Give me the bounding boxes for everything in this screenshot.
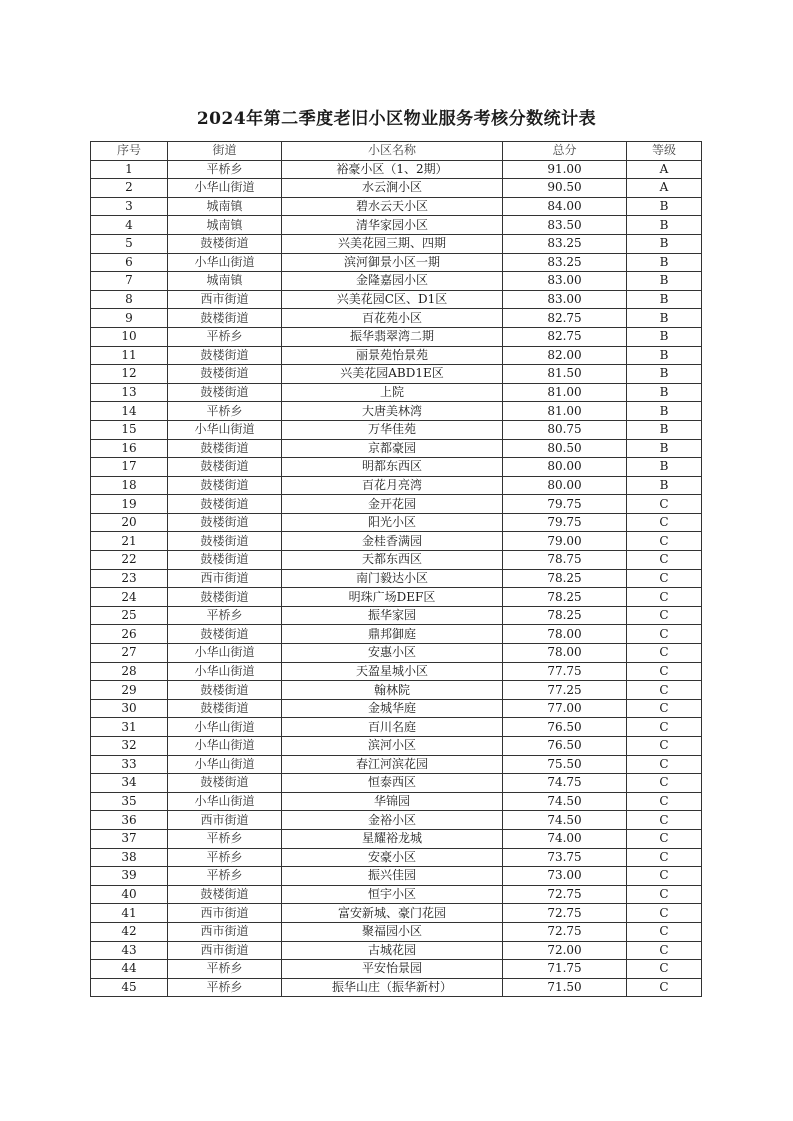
cell-no: 43 bbox=[91, 941, 168, 960]
cell-street: 小华山街道 bbox=[168, 420, 282, 439]
table-row bbox=[91, 402, 702, 421]
cell-name: 滨河御景小区一期 bbox=[282, 253, 503, 272]
cell-street: 城南镇 bbox=[168, 216, 282, 235]
cell-score: 72.00 bbox=[503, 941, 627, 960]
cell-score: 74.50 bbox=[503, 792, 627, 811]
cell-score: 78.25 bbox=[503, 588, 627, 607]
table-row bbox=[91, 216, 702, 235]
cell-no: 1 bbox=[91, 160, 168, 179]
cell-name: 振华山庄（振华新村） bbox=[282, 978, 503, 997]
cell-street: 小华山街道 bbox=[168, 718, 282, 737]
cell-score: 83.50 bbox=[503, 216, 627, 235]
cell-grade: C bbox=[627, 644, 702, 663]
cell-no: 4 bbox=[91, 216, 168, 235]
cell-name: 金城华庭 bbox=[282, 699, 503, 718]
cell-no: 40 bbox=[91, 885, 168, 904]
cell-score: 77.00 bbox=[503, 699, 627, 718]
cell-name: 百花苑小区 bbox=[282, 309, 503, 328]
cell-grade: C bbox=[627, 737, 702, 756]
cell-no: 37 bbox=[91, 829, 168, 848]
cell-street: 西市街道 bbox=[168, 904, 282, 923]
table-row bbox=[91, 532, 702, 551]
cell-grade: B bbox=[627, 458, 702, 477]
cell-name: 碧水云天小区 bbox=[282, 197, 503, 216]
cell-grade: B bbox=[627, 383, 702, 402]
table-row bbox=[91, 885, 702, 904]
cell-grade: B bbox=[627, 253, 702, 272]
cell-score: 80.00 bbox=[503, 476, 627, 495]
cell-street: 小华山街道 bbox=[168, 179, 282, 198]
cell-no: 38 bbox=[91, 848, 168, 867]
cell-grade: C bbox=[627, 867, 702, 886]
cell-score: 90.50 bbox=[503, 179, 627, 198]
cell-street: 鼓楼街道 bbox=[168, 885, 282, 904]
cell-grade: B bbox=[627, 439, 702, 458]
cell-street: 平桥乡 bbox=[168, 960, 282, 979]
cell-no: 31 bbox=[91, 718, 168, 737]
table-row bbox=[91, 904, 702, 923]
table-row bbox=[91, 420, 702, 439]
cell-name: 兴美花园三期、四期 bbox=[282, 234, 503, 253]
table-header-row bbox=[91, 142, 702, 161]
cell-no: 22 bbox=[91, 551, 168, 570]
table-row bbox=[91, 272, 702, 291]
cell-grade: C bbox=[627, 681, 702, 700]
table-row bbox=[91, 829, 702, 848]
cell-score: 82.00 bbox=[503, 346, 627, 365]
table-row bbox=[91, 569, 702, 588]
table-row bbox=[91, 458, 702, 477]
cell-no: 17 bbox=[91, 458, 168, 477]
cell-grade: C bbox=[627, 829, 702, 848]
cell-street: 鼓楼街道 bbox=[168, 532, 282, 551]
cell-no: 34 bbox=[91, 774, 168, 793]
cell-grade: C bbox=[627, 848, 702, 867]
cell-name: 星耀裕龙城 bbox=[282, 829, 503, 848]
cell-name: 富安新城、豪门花园 bbox=[282, 904, 503, 923]
cell-score: 72.75 bbox=[503, 885, 627, 904]
cell-score: 74.50 bbox=[503, 811, 627, 830]
cell-score: 78.75 bbox=[503, 551, 627, 570]
cell-street: 西市街道 bbox=[168, 569, 282, 588]
cell-no: 2 bbox=[91, 179, 168, 198]
cell-name: 金裕小区 bbox=[282, 811, 503, 830]
cell-grade: C bbox=[627, 792, 702, 811]
cell-no: 23 bbox=[91, 569, 168, 588]
cell-street: 小华山街道 bbox=[168, 644, 282, 663]
cell-no: 28 bbox=[91, 662, 168, 681]
header-street: 街道 bbox=[168, 142, 282, 161]
cell-no: 20 bbox=[91, 513, 168, 532]
cell-name: 恒泰西区 bbox=[282, 774, 503, 793]
cell-score: 91.00 bbox=[503, 160, 627, 179]
cell-no: 9 bbox=[91, 309, 168, 328]
cell-grade: C bbox=[627, 978, 702, 997]
cell-no: 39 bbox=[91, 867, 168, 886]
cell-name: 平安怡景园 bbox=[282, 960, 503, 979]
cell-name: 京都豪园 bbox=[282, 439, 503, 458]
table-row bbox=[91, 327, 702, 346]
cell-no: 18 bbox=[91, 476, 168, 495]
cell-no: 42 bbox=[91, 922, 168, 941]
cell-score: 74.00 bbox=[503, 829, 627, 848]
cell-score: 71.75 bbox=[503, 960, 627, 979]
cell-score: 79.75 bbox=[503, 495, 627, 514]
cell-street: 鼓楼街道 bbox=[168, 458, 282, 477]
cell-score: 83.25 bbox=[503, 234, 627, 253]
table-row bbox=[91, 606, 702, 625]
cell-no: 32 bbox=[91, 737, 168, 756]
table-row bbox=[91, 644, 702, 663]
cell-no: 6 bbox=[91, 253, 168, 272]
table-row bbox=[91, 234, 702, 253]
cell-street: 平桥乡 bbox=[168, 327, 282, 346]
cell-street: 鼓楼街道 bbox=[168, 588, 282, 607]
table-row bbox=[91, 160, 702, 179]
table-row bbox=[91, 476, 702, 495]
cell-no: 45 bbox=[91, 978, 168, 997]
table-row bbox=[91, 755, 702, 774]
cell-street: 西市街道 bbox=[168, 290, 282, 309]
cell-grade: C bbox=[627, 774, 702, 793]
cell-score: 74.75 bbox=[503, 774, 627, 793]
cell-no: 21 bbox=[91, 532, 168, 551]
cell-name: 明都东西区 bbox=[282, 458, 503, 477]
cell-name: 天盈星城小区 bbox=[282, 662, 503, 681]
cell-street: 鼓楼街道 bbox=[168, 495, 282, 514]
cell-grade: C bbox=[627, 569, 702, 588]
cell-name: 振华家园 bbox=[282, 606, 503, 625]
cell-no: 36 bbox=[91, 811, 168, 830]
cell-score: 80.50 bbox=[503, 439, 627, 458]
table-body bbox=[91, 160, 702, 997]
cell-grade: B bbox=[627, 216, 702, 235]
document-title: 2024年第二季度老旧小区物业服务考核分数统计表 bbox=[196, 109, 597, 129]
cell-no: 30 bbox=[91, 699, 168, 718]
cell-street: 鼓楼街道 bbox=[168, 309, 282, 328]
cell-name: 明珠广场DEF区 bbox=[282, 588, 503, 607]
cell-score: 77.25 bbox=[503, 681, 627, 700]
cell-name: 大唐美林湾 bbox=[282, 402, 503, 421]
cell-name: 清华家园小区 bbox=[282, 216, 503, 235]
cell-grade: C bbox=[627, 922, 702, 941]
cell-score: 78.00 bbox=[503, 625, 627, 644]
cell-street: 鼓楼街道 bbox=[168, 234, 282, 253]
cell-grade: B bbox=[627, 197, 702, 216]
cell-grade: B bbox=[627, 420, 702, 439]
header-no: 序号 bbox=[91, 142, 168, 161]
table-row bbox=[91, 346, 702, 365]
cell-no: 13 bbox=[91, 383, 168, 402]
cell-street: 西市街道 bbox=[168, 922, 282, 941]
cell-name: 水云涧小区 bbox=[282, 179, 503, 198]
cell-street: 鼓楼街道 bbox=[168, 681, 282, 700]
cell-name: 丽景苑怡景苑 bbox=[282, 346, 503, 365]
cell-grade: C bbox=[627, 755, 702, 774]
cell-street: 鼓楼街道 bbox=[168, 346, 282, 365]
cell-name: 百川名庭 bbox=[282, 718, 503, 737]
cell-grade: C bbox=[627, 662, 702, 681]
cell-street: 城南镇 bbox=[168, 272, 282, 291]
cell-street: 鼓楼街道 bbox=[168, 383, 282, 402]
table-row bbox=[91, 681, 702, 700]
cell-score: 73.00 bbox=[503, 867, 627, 886]
table-row bbox=[91, 365, 702, 384]
cell-name: 天都东西区 bbox=[282, 551, 503, 570]
cell-score: 72.75 bbox=[503, 922, 627, 941]
cell-grade: C bbox=[627, 904, 702, 923]
score-table bbox=[90, 141, 702, 997]
cell-score: 73.75 bbox=[503, 848, 627, 867]
cell-no: 10 bbox=[91, 327, 168, 346]
cell-grade: C bbox=[627, 532, 702, 551]
cell-name: 兴美花园ABD1E区 bbox=[282, 365, 503, 384]
cell-score: 80.75 bbox=[503, 420, 627, 439]
cell-street: 鼓楼街道 bbox=[168, 476, 282, 495]
cell-grade: B bbox=[627, 365, 702, 384]
cell-street: 鼓楼街道 bbox=[168, 551, 282, 570]
cell-grade: C bbox=[627, 941, 702, 960]
cell-no: 29 bbox=[91, 681, 168, 700]
cell-no: 25 bbox=[91, 606, 168, 625]
cell-grade: B bbox=[627, 272, 702, 291]
table-row bbox=[91, 792, 702, 811]
cell-street: 平桥乡 bbox=[168, 867, 282, 886]
cell-street: 平桥乡 bbox=[168, 848, 282, 867]
cell-no: 5 bbox=[91, 234, 168, 253]
cell-grade: C bbox=[627, 699, 702, 718]
cell-street: 鼓楼街道 bbox=[168, 365, 282, 384]
cell-grade: C bbox=[627, 513, 702, 532]
table-row bbox=[91, 718, 702, 737]
cell-grade: B bbox=[627, 327, 702, 346]
cell-no: 44 bbox=[91, 960, 168, 979]
cell-score: 83.25 bbox=[503, 253, 627, 272]
cell-score: 81.00 bbox=[503, 402, 627, 421]
cell-grade: C bbox=[627, 495, 702, 514]
table-row bbox=[91, 811, 702, 830]
table-row bbox=[91, 978, 702, 997]
cell-street: 西市街道 bbox=[168, 941, 282, 960]
cell-name: 振兴佳园 bbox=[282, 867, 503, 886]
cell-street: 城南镇 bbox=[168, 197, 282, 216]
cell-street: 鼓楼街道 bbox=[168, 774, 282, 793]
cell-name: 恒宇小区 bbox=[282, 885, 503, 904]
cell-street: 小华山街道 bbox=[168, 792, 282, 811]
cell-score: 83.00 bbox=[503, 290, 627, 309]
cell-name: 安豪小区 bbox=[282, 848, 503, 867]
cell-street: 鼓楼街道 bbox=[168, 699, 282, 718]
header-grade: 等级 bbox=[627, 142, 702, 161]
cell-street: 小华山街道 bbox=[168, 662, 282, 681]
table-row bbox=[91, 253, 702, 272]
cell-score: 76.50 bbox=[503, 737, 627, 756]
cell-street: 小华山街道 bbox=[168, 253, 282, 272]
cell-no: 33 bbox=[91, 755, 168, 774]
table-row bbox=[91, 848, 702, 867]
cell-score: 71.50 bbox=[503, 978, 627, 997]
cell-grade: C bbox=[627, 606, 702, 625]
cell-no: 12 bbox=[91, 365, 168, 384]
table-row bbox=[91, 662, 702, 681]
header-name: 小区名称 bbox=[282, 142, 503, 161]
cell-name: 南门毅达小区 bbox=[282, 569, 503, 588]
cell-score: 83.00 bbox=[503, 272, 627, 291]
cell-grade: C bbox=[627, 960, 702, 979]
cell-score: 77.75 bbox=[503, 662, 627, 681]
cell-score: 81.50 bbox=[503, 365, 627, 384]
cell-name: 翰林院 bbox=[282, 681, 503, 700]
cell-street: 小华山街道 bbox=[168, 737, 282, 756]
cell-grade: B bbox=[627, 234, 702, 253]
table-row bbox=[91, 197, 702, 216]
cell-no: 24 bbox=[91, 588, 168, 607]
cell-score: 78.00 bbox=[503, 644, 627, 663]
cell-grade: B bbox=[627, 309, 702, 328]
cell-name: 裕豪小区（1、2期） bbox=[282, 160, 503, 179]
cell-grade: B bbox=[627, 402, 702, 421]
table-row bbox=[91, 941, 702, 960]
cell-street: 平桥乡 bbox=[168, 160, 282, 179]
cell-street: 鼓楼街道 bbox=[168, 439, 282, 458]
cell-name: 古城花园 bbox=[282, 941, 503, 960]
cell-no: 26 bbox=[91, 625, 168, 644]
cell-grade: A bbox=[627, 160, 702, 179]
cell-name: 聚福园小区 bbox=[282, 922, 503, 941]
cell-score: 72.75 bbox=[503, 904, 627, 923]
cell-street: 小华山街道 bbox=[168, 755, 282, 774]
cell-name: 振华翡翠湾二期 bbox=[282, 327, 503, 346]
cell-no: 3 bbox=[91, 197, 168, 216]
table-row bbox=[91, 439, 702, 458]
cell-grade: C bbox=[627, 551, 702, 570]
cell-street: 鼓楼街道 bbox=[168, 513, 282, 532]
cell-name: 兴美花园C区、D1区 bbox=[282, 290, 503, 309]
cell-street: 鼓楼街道 bbox=[168, 625, 282, 644]
cell-grade: B bbox=[627, 346, 702, 365]
table-row bbox=[91, 290, 702, 309]
table-row bbox=[91, 495, 702, 514]
cell-name: 安惠小区 bbox=[282, 644, 503, 663]
cell-no: 11 bbox=[91, 346, 168, 365]
table-row bbox=[91, 922, 702, 941]
cell-score: 82.75 bbox=[503, 327, 627, 346]
table-row bbox=[91, 383, 702, 402]
table-row bbox=[91, 588, 702, 607]
cell-score: 79.75 bbox=[503, 513, 627, 532]
cell-name: 华锦园 bbox=[282, 792, 503, 811]
cell-grade: B bbox=[627, 290, 702, 309]
cell-name: 金开花园 bbox=[282, 495, 503, 514]
cell-grade: C bbox=[627, 718, 702, 737]
cell-street: 平桥乡 bbox=[168, 829, 282, 848]
cell-score: 80.00 bbox=[503, 458, 627, 477]
cell-score: 76.50 bbox=[503, 718, 627, 737]
cell-no: 8 bbox=[91, 290, 168, 309]
cell-score: 82.75 bbox=[503, 309, 627, 328]
cell-street: 西市街道 bbox=[168, 811, 282, 830]
cell-name: 金桂香满园 bbox=[282, 532, 503, 551]
cell-grade: A bbox=[627, 179, 702, 198]
cell-name: 万华佳苑 bbox=[282, 420, 503, 439]
cell-name: 百花月亮湾 bbox=[282, 476, 503, 495]
table-row bbox=[91, 737, 702, 756]
cell-no: 15 bbox=[91, 420, 168, 439]
table-row bbox=[91, 513, 702, 532]
table-row bbox=[91, 699, 702, 718]
cell-grade: C bbox=[627, 625, 702, 644]
cell-street: 平桥乡 bbox=[168, 978, 282, 997]
cell-no: 19 bbox=[91, 495, 168, 514]
table-row bbox=[91, 551, 702, 570]
cell-name: 滨河小区 bbox=[282, 737, 503, 756]
cell-name: 鼎邦御庭 bbox=[282, 625, 503, 644]
cell-score: 81.00 bbox=[503, 383, 627, 402]
cell-name: 春江河滨花园 bbox=[282, 755, 503, 774]
cell-street: 平桥乡 bbox=[168, 402, 282, 421]
cell-no: 14 bbox=[91, 402, 168, 421]
table-row bbox=[91, 774, 702, 793]
cell-grade: C bbox=[627, 811, 702, 830]
table-row bbox=[91, 625, 702, 644]
cell-no: 27 bbox=[91, 644, 168, 663]
cell-name: 阳光小区 bbox=[282, 513, 503, 532]
cell-score: 79.00 bbox=[503, 532, 627, 551]
cell-score: 75.50 bbox=[503, 755, 627, 774]
cell-no: 7 bbox=[91, 272, 168, 291]
table-row bbox=[91, 179, 702, 198]
cell-grade: C bbox=[627, 885, 702, 904]
cell-no: 16 bbox=[91, 439, 168, 458]
cell-name: 上院 bbox=[282, 383, 503, 402]
cell-no: 41 bbox=[91, 904, 168, 923]
cell-score: 78.25 bbox=[503, 606, 627, 625]
cell-no: 35 bbox=[91, 792, 168, 811]
table-row bbox=[91, 309, 702, 328]
cell-grade: B bbox=[627, 476, 702, 495]
cell-grade: C bbox=[627, 588, 702, 607]
header-score: 总分 bbox=[503, 142, 627, 161]
cell-score: 78.25 bbox=[503, 569, 627, 588]
cell-name: 金隆嘉园小区 bbox=[282, 272, 503, 291]
table-row bbox=[91, 867, 702, 886]
table-row bbox=[91, 960, 702, 979]
cell-street: 平桥乡 bbox=[168, 606, 282, 625]
cell-score: 84.00 bbox=[503, 197, 627, 216]
